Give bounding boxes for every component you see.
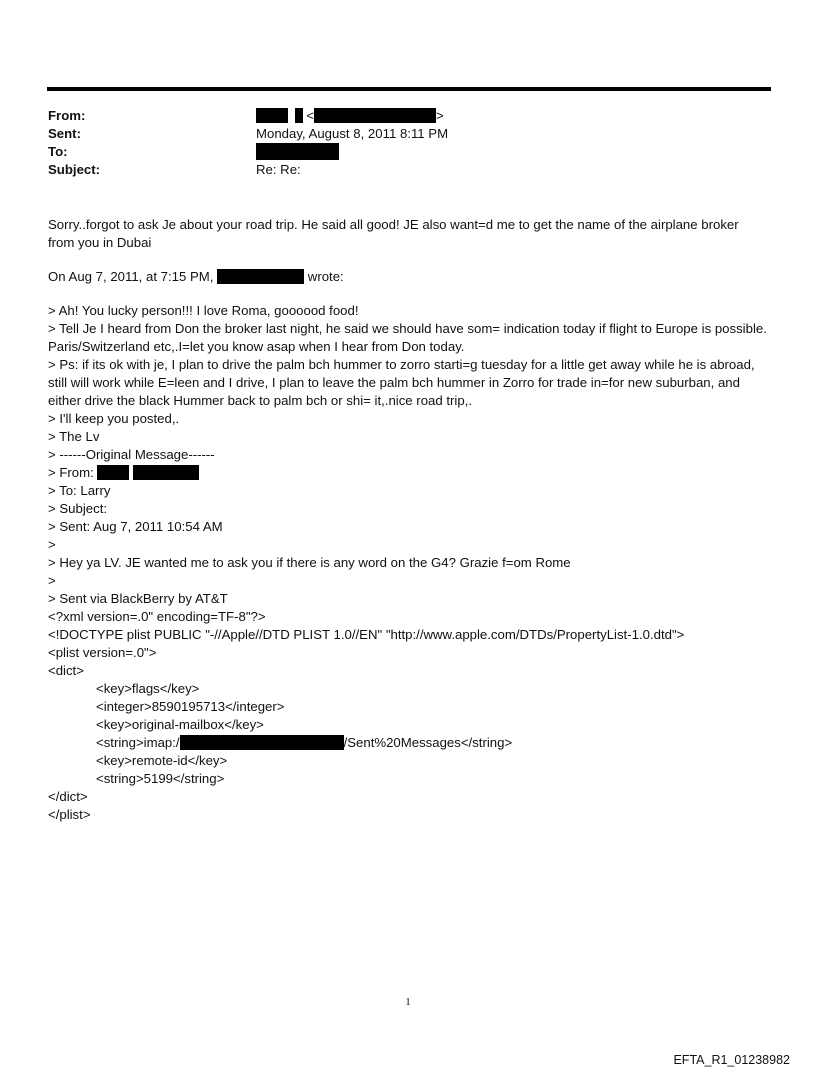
xml-line: </dict> (48, 789, 88, 804)
quoted-line: > Sent: Aug 7, 2011 10:54 AM (48, 519, 223, 534)
quoted-line: > Ah! You lucky person!!! I love Roma, goooood food! (48, 303, 359, 318)
quoted-line: > Subject: (48, 501, 108, 516)
redaction (217, 269, 304, 284)
bates-number: EFTA_R1_01238982 (673, 1053, 790, 1067)
redaction (180, 735, 344, 750)
xml-line: <key>flags</key> (96, 681, 200, 696)
sent-label: Sent: (48, 126, 81, 141)
redaction (314, 108, 436, 123)
xml-line: <integer>8590195713</integer> (96, 699, 285, 714)
header-rule (47, 87, 771, 91)
quoted-from-line (48, 464, 768, 482)
redaction (133, 465, 199, 480)
xml-line: <key>remote-id</key> (96, 753, 228, 768)
from-gt: > (436, 108, 444, 123)
quoted-line: > Sent via BlackBerry by AT&T (48, 591, 228, 606)
xml-line: </plist> (48, 807, 91, 822)
quoted-line: > I'll keep you posted,. (48, 411, 180, 426)
quoted-line: > The Lv (48, 429, 100, 444)
xml-line: <dict> (48, 663, 84, 678)
xml-imap-suffix: /Sent%20Messages</string> (343, 735, 513, 750)
from-value (256, 107, 444, 125)
redaction (97, 465, 129, 480)
quoted-line: > Tell Je I heard from Don the broker last night, he said we should have som= indication today if flight to Europe is possible. Paris/Switzerland etc,.I=let you know asap when I hear from Don today. (48, 321, 767, 354)
quoted-line: > (48, 537, 56, 552)
redaction (295, 108, 303, 123)
redaction (256, 108, 288, 123)
quoted-line: > ------Original Message------ (48, 447, 215, 462)
reply-attribution (48, 268, 768, 286)
xml-line (48, 734, 768, 752)
xml-line: <plist version=.0"> (48, 645, 157, 660)
to-label: To: (48, 144, 68, 159)
attribution-prefix: On Aug 7, 2011, at 7:15 PM, (48, 269, 214, 284)
xml-line: <key>original-mailbox</key> (96, 717, 264, 732)
from-lt: < (306, 108, 315, 123)
quoted-line: > To: Larry (48, 483, 111, 498)
xml-line: <!DOCTYPE plist PUBLIC "-//Apple//DTD PLIST 1.0//EN" "http://www.apple.com/DTDs/PropertyList-1.0.dtd"> (48, 627, 685, 642)
xml-line: <string>5199</string> (96, 771, 225, 786)
message-body (48, 216, 768, 824)
quoted-from-label: > From: (48, 465, 94, 480)
from-label: From: (48, 108, 86, 123)
subject-label: Subject: (48, 162, 101, 177)
xml-imap-prefix: <string>imap:/ (96, 735, 180, 750)
xml-line: <?xml version=.0" encoding=TF-8"?> (48, 609, 266, 624)
sent-value: Monday, August 8, 2011 8:11 PM (256, 126, 449, 141)
quoted-line: > Ps: if its ok with je, I plan to drive the palm bch hummer to zorro starti=g tuesday for a little get away while he is abroad, still will work while E=leen and I drive, I plan to leave the palm bch hummer in Zorro for trade in=for new suburban, and either drive the black Hummer back to palm bch or shi= it,.nice road trip,. (48, 357, 755, 408)
redaction (256, 143, 339, 160)
attribution-suffix: wrote: (307, 269, 344, 284)
quoted-line: > (48, 573, 56, 588)
body-paragraph: Sorry..forgot to ask Je about your road trip. He said all good! JE also want=d me to get the name of the airplane broker from you in Dubai (48, 217, 739, 250)
page-number: 1 (405, 996, 411, 1008)
to-value (256, 143, 339, 162)
quoted-line: > Hey ya LV. JE wanted me to ask you if there is any word on the G4? Grazie f=om Rome (48, 555, 571, 570)
subject-value: Re: Re: (256, 162, 301, 177)
